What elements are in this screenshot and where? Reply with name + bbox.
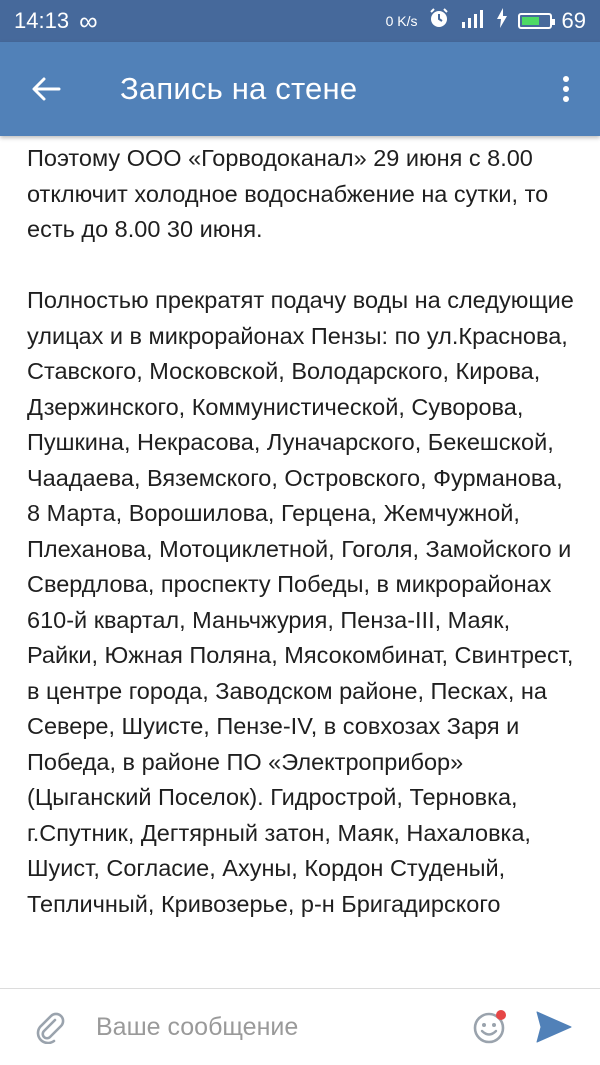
status-bar-right [386, 7, 586, 35]
battery-fill [522, 17, 540, 25]
back-button[interactable] [16, 59, 76, 119]
status-bar-left [14, 6, 98, 37]
status-time: 14:13 [14, 8, 70, 33]
alarm-icon [428, 7, 450, 35]
status-bar [0, 0, 600, 42]
send-icon [535, 1010, 573, 1044]
battery-icon [518, 13, 552, 29]
emoji-smile-icon [471, 1008, 509, 1046]
post-content[interactable] [0, 136, 600, 988]
attach-button[interactable] [28, 1005, 72, 1049]
message-composer [0, 988, 600, 1065]
send-button[interactable] [532, 1005, 576, 1049]
infinity-icon: ∞ [79, 5, 98, 36]
charging-icon [496, 8, 508, 34]
battery-level: 69 [561, 8, 586, 33]
more-vertical-icon [562, 75, 570, 103]
page-title: Запись на стене [120, 71, 358, 106]
paperclip-icon [33, 1010, 67, 1044]
arrow-left-icon [31, 76, 61, 102]
more-options-button[interactable] [546, 59, 586, 119]
data-speed: 0 K/s [385, 13, 418, 29]
emoji-button[interactable] [468, 1005, 512, 1049]
app-bar [0, 42, 600, 136]
message-input[interactable] [94, 1012, 468, 1043]
signal-icon [460, 8, 486, 34]
post-text: Поэтому ООО «Горводоканал» 29 июня с 8.00 отключит холодное водоснабжение на сутки, то есть до 8.00 30 июня. Полностью прекратят подачу воды на следующие улицах и в микрорайонах Пензы: по ул.Краснова, Ставского, Московской, Володарского, Кирова, Дзержинского, Коммунистической, Суворова, Пушкина, Некрасова, Луначарского, Бекешской, Чаадаева, Вяземского, Островского, Фурманова, 8 Марта, Ворошилова, Герцена, Жемчужной, Плеханова, Мотоциклетной, Гоголя, Замойского и Свердлова, проспекту Победы, в микрорайонах 610-й квартал, Маньчжурия, Пенза-III, Маяк, Райки, Южная Поляна, Мясокомбинат, Свинтрест, в центре города, Заводском районе, Песках, на Севере, Шуисте, Пензе-IV, в совхозах Заря и Победа, в районе ПО «Электроприбор» (Цыганский Поселок). Гидрострой, Терновка, г.Спутник, Дегтярный затон, Маяк, Нахаловка, Шуист, Согласие, Ахуны, Кордон Студеный, Тепличный, Кривозерье, р-н Бригадирского [27, 145, 574, 917]
